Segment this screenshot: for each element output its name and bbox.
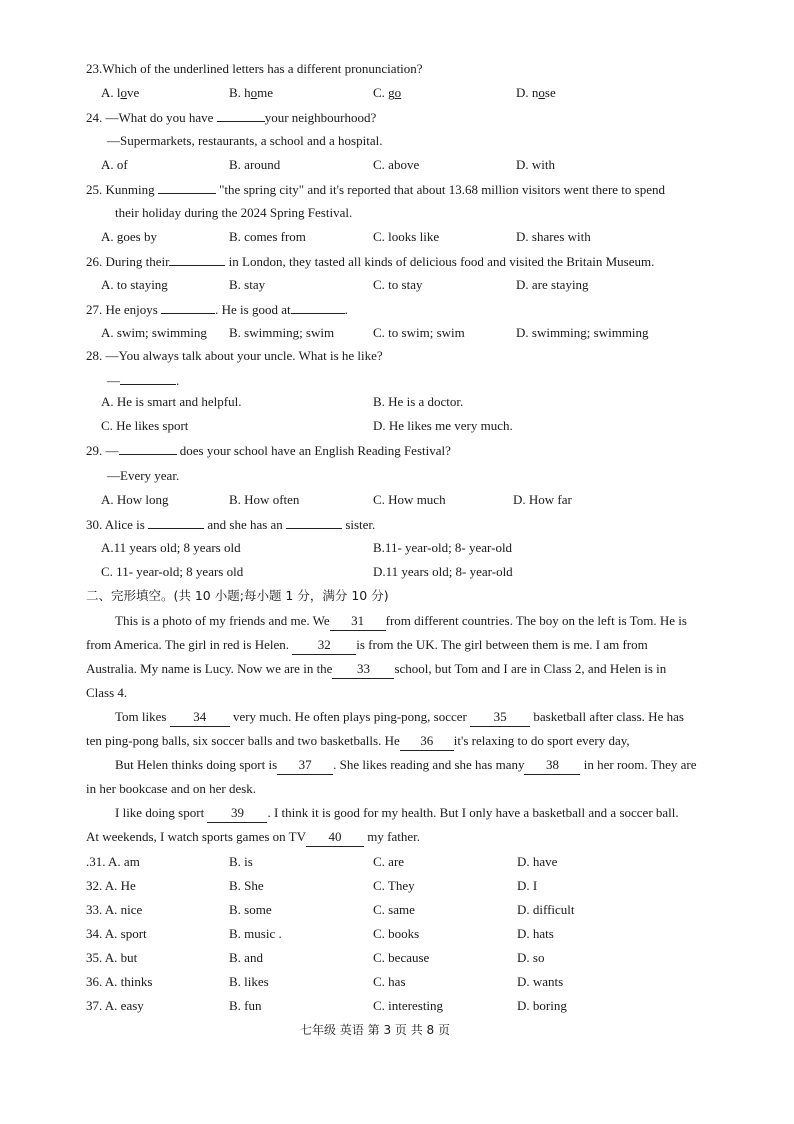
passage-line-3: Australia. My name is Lucy. Now we are in the 33 school, but Tom and I are in Class 2, and Helen is in [86, 660, 666, 679]
option-d: D.11 years old; 8- year-old [373, 564, 513, 579]
cloze-options-34: 34. A. sport B. music . C. books D. hats [86, 926, 554, 941]
question-27-stem: 27. He enjoys . He is good at . [86, 302, 348, 317]
option-c: C. How much [373, 492, 446, 507]
option-d: D. swimming; swimming [516, 325, 649, 340]
cloze-options-33: 33. A. nice B. some C. same D. difficult [86, 902, 575, 917]
passage-line-6: ten ping-pong balls, six soccer balls and two basketballs. He 36 it's relaxing to do sport every day, [86, 732, 630, 751]
option-d: D. He likes me very much. [373, 418, 513, 433]
question-30-options-row1 [101, 539, 561, 557]
option-a: A. How long [101, 492, 169, 507]
option-b: B. How often [229, 492, 300, 507]
question-24-reply: —Supermarkets, restaurants, a school and a hospital. [107, 133, 383, 148]
question-28-options-row2 [101, 417, 561, 435]
option-c: C. 11- year-old; 8 years old [101, 564, 244, 579]
question-29-options [101, 491, 661, 509]
option-c: C. to swim; swim [373, 325, 465, 340]
blank-38: 38 [524, 756, 580, 775]
option-d: D. nose [516, 85, 556, 100]
question-23-options [101, 84, 561, 102]
option-c: C. He likes sport [101, 418, 189, 433]
option-a: A. He is smart and helpful. [101, 394, 242, 409]
option-b: B. He is a doctor. [373, 394, 464, 409]
question-24-stem: 24. —What do you have your neighbourhood? [86, 110, 377, 125]
passage-line-5: Tom likes 34 very much. He often plays ping-pong, soccer 35 basketball after class. He has [115, 708, 684, 727]
option-c: C. go [373, 85, 402, 100]
answer-blank [120, 371, 176, 385]
answer-blank [148, 515, 204, 529]
question-25-stem: 25. Kunming "the spring city" and it's reported that about 13.68 million visitors went there to spend [86, 182, 665, 197]
blank-36: 36 [400, 732, 454, 751]
section-heading: 二、完形填空。(共 10 小题;每小题 1 分，满分 10 分) [86, 588, 389, 603]
option-a: A. swim; swimming [101, 325, 207, 340]
option-b: B. stay [229, 277, 266, 292]
passage-line-2: from America. The girl in red is Helen. 32 is from the UK. The girl between them is me. I am from [86, 636, 648, 655]
option-b: B. swimming; swim [229, 325, 335, 340]
question-28-stem: 28. —You always talk about your uncle. What is he like? [86, 348, 383, 363]
answer-blank [286, 515, 342, 529]
option-c: C. to stay [373, 277, 423, 292]
answer-blank [161, 300, 215, 314]
question-30-options-row2 [101, 563, 561, 581]
option-c: C. above [373, 157, 420, 172]
option-d: D. with [516, 157, 555, 172]
page-footer: 七年级 英语 第 3 页 共 8 页 [300, 1023, 450, 1037]
option-d: D. shares with [516, 229, 591, 244]
answer-blank [217, 108, 265, 122]
cloze-options-36: 36. A. thinks B. likes C. has D. wants [86, 974, 564, 989]
option-d: D. How far [513, 492, 572, 507]
option-b: B. comes from [229, 229, 306, 244]
option-a: A. of [101, 157, 128, 172]
question-25-stem-cont: their holiday during the 2024 Spring Festival. [115, 205, 353, 220]
question-26-stem: 26. During their in London, they tasted all kinds of delicious food and visited the Britain Museum. [86, 254, 655, 269]
passage-line-4: Class 4. [86, 685, 128, 700]
passage-line-7: But Helen thinks doing sport is 37 . She likes reading and she has many 38 in her room. They are [115, 756, 696, 775]
option-a: A.11 years old; 8 years old [101, 540, 241, 555]
option-b: B. home [229, 85, 274, 100]
question-29-stem: 29. — does your school have an English Reading Festival? [86, 443, 451, 458]
question-29-reply: —Every year. [107, 468, 180, 483]
cloze-options-35: 35. A. but B. and C. because D. so [86, 950, 545, 965]
blank-31: 31 [330, 612, 386, 631]
option-a: A. goes by [101, 229, 157, 244]
blank-39: 39 [207, 804, 267, 823]
passage-line-8: in her bookcase and on her desk. [86, 781, 257, 796]
option-c: C. looks like [373, 229, 440, 244]
option-d: D. are staying [516, 277, 589, 292]
answer-blank [291, 300, 345, 314]
cloze-options-31: .31. A. am B. is C. are D. have [86, 854, 558, 869]
blank-32: 32 [292, 636, 356, 655]
passage-line-9: I like doing sport 39 . I think it is good for my health. But I only have a basketball and a soccer ball. [115, 804, 679, 823]
blank-40: 40 [306, 828, 364, 847]
question-24-options [101, 156, 561, 174]
passage-line-1: This is a photo of my friends and me. We 31 from different countries. The boy on the left is Tom. He is [115, 612, 687, 631]
answer-blank [158, 180, 216, 194]
question-28-options-row1 [101, 393, 561, 411]
blank-33: 33 [332, 660, 394, 679]
question-27-options [101, 324, 671, 342]
blank-37: 37 [277, 756, 333, 775]
option-b: B. around [229, 157, 281, 172]
option-a: A. to staying [101, 277, 168, 292]
question-26-options [101, 276, 589, 294]
option-a: A. love [101, 85, 140, 100]
question-30-stem: 30. Alice is and she has an sister. [86, 517, 376, 532]
cloze-options-32: 32. A. He B. She C. They D. I [86, 878, 538, 893]
cloze-options-37: 37. A. easy B. fun C. interesting D. boring [86, 998, 567, 1013]
question-28-reply: — . [107, 373, 180, 388]
blank-34: 34 [170, 708, 230, 727]
answer-blank [119, 441, 177, 455]
question-25-options [101, 228, 591, 246]
question-23-stem: 23.Which of the underlined letters has a different pronunciation? [86, 61, 423, 76]
blank-35: 35 [470, 708, 530, 727]
option-b: B.11- year-old; 8- year-old [373, 540, 513, 555]
answer-blank [169, 252, 225, 266]
passage-line-10: At weekends, I watch sports games on TV 40 my father. [86, 828, 420, 847]
